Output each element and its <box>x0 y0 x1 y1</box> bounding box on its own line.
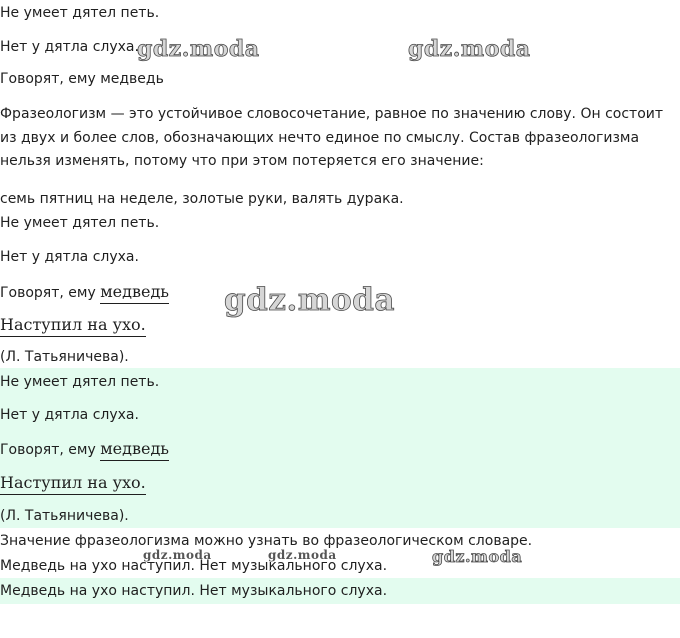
poem1-line-4 <box>0 315 146 335</box>
poem1-underlined-word: медведь <box>100 282 169 304</box>
poem1-line-2: Нет у дятла слуха. <box>0 249 139 265</box>
examples-line: семь пятниц на неделе, золотые руки, валять дурака. <box>0 191 404 207</box>
watermark-2: gdz.moda <box>408 36 531 62</box>
watermark-6: gdz.moda <box>432 547 523 566</box>
block1-line-2: Нет у дятла слуха. <box>0 39 139 55</box>
watermark-5: gdz.moda <box>268 548 337 562</box>
poem2-line-4 <box>0 473 146 493</box>
watermark-4: gdz.moda <box>143 548 212 562</box>
poem2-line-1: Не умеет дятел петь. <box>0 374 160 390</box>
poem1-line-3 <box>0 282 169 303</box>
poem1-line-3-prefix: Говорят, ему <box>0 285 101 301</box>
answer-line: Медведь на ухо наступил. Нет музыкального слуха. <box>0 558 388 574</box>
meaning-note: Значение фразеологизма можно узнать во фразеологическом словаре. <box>0 533 533 549</box>
poem2-author: (Л. Татьяничева). <box>0 508 129 524</box>
poem2-line-3-prefix: Говорят, ему <box>0 442 101 458</box>
poem1-author: (Л. Татьяничева). <box>0 349 129 365</box>
poem2-underlined-phrase: Наступил на ухо. <box>0 473 146 495</box>
poem2-line-3 <box>0 439 169 460</box>
poem2-underlined-word: медведь <box>100 439 169 461</box>
poem2-line-2: Нет у дятла слуха. <box>0 407 139 423</box>
definition-paragraph: Фразеологизм — это устойчивое словосочетание, равное по значению слову. Он состоит из двух и более слов, обозначающих нечто единое по смыслу. Состав фразеологизма нельзя изменять, потому что при этом потеряется его значение: <box>0 106 664 169</box>
watermark-3: gdz.moda <box>224 282 395 318</box>
poem1-line-1: Не умеет дятел петь. <box>0 215 160 231</box>
answer-line-highlighted: Медведь на ухо наступил. Нет музыкального слуха. <box>0 583 388 599</box>
block1-line-1: Не умеет дятел петь. <box>0 5 160 21</box>
watermark-1: gdz.moda <box>137 36 260 62</box>
poem1-underlined-phrase: Наступил на ухо. <box>0 315 146 337</box>
block1-line-3: Говорят, ему медведь <box>0 71 164 87</box>
